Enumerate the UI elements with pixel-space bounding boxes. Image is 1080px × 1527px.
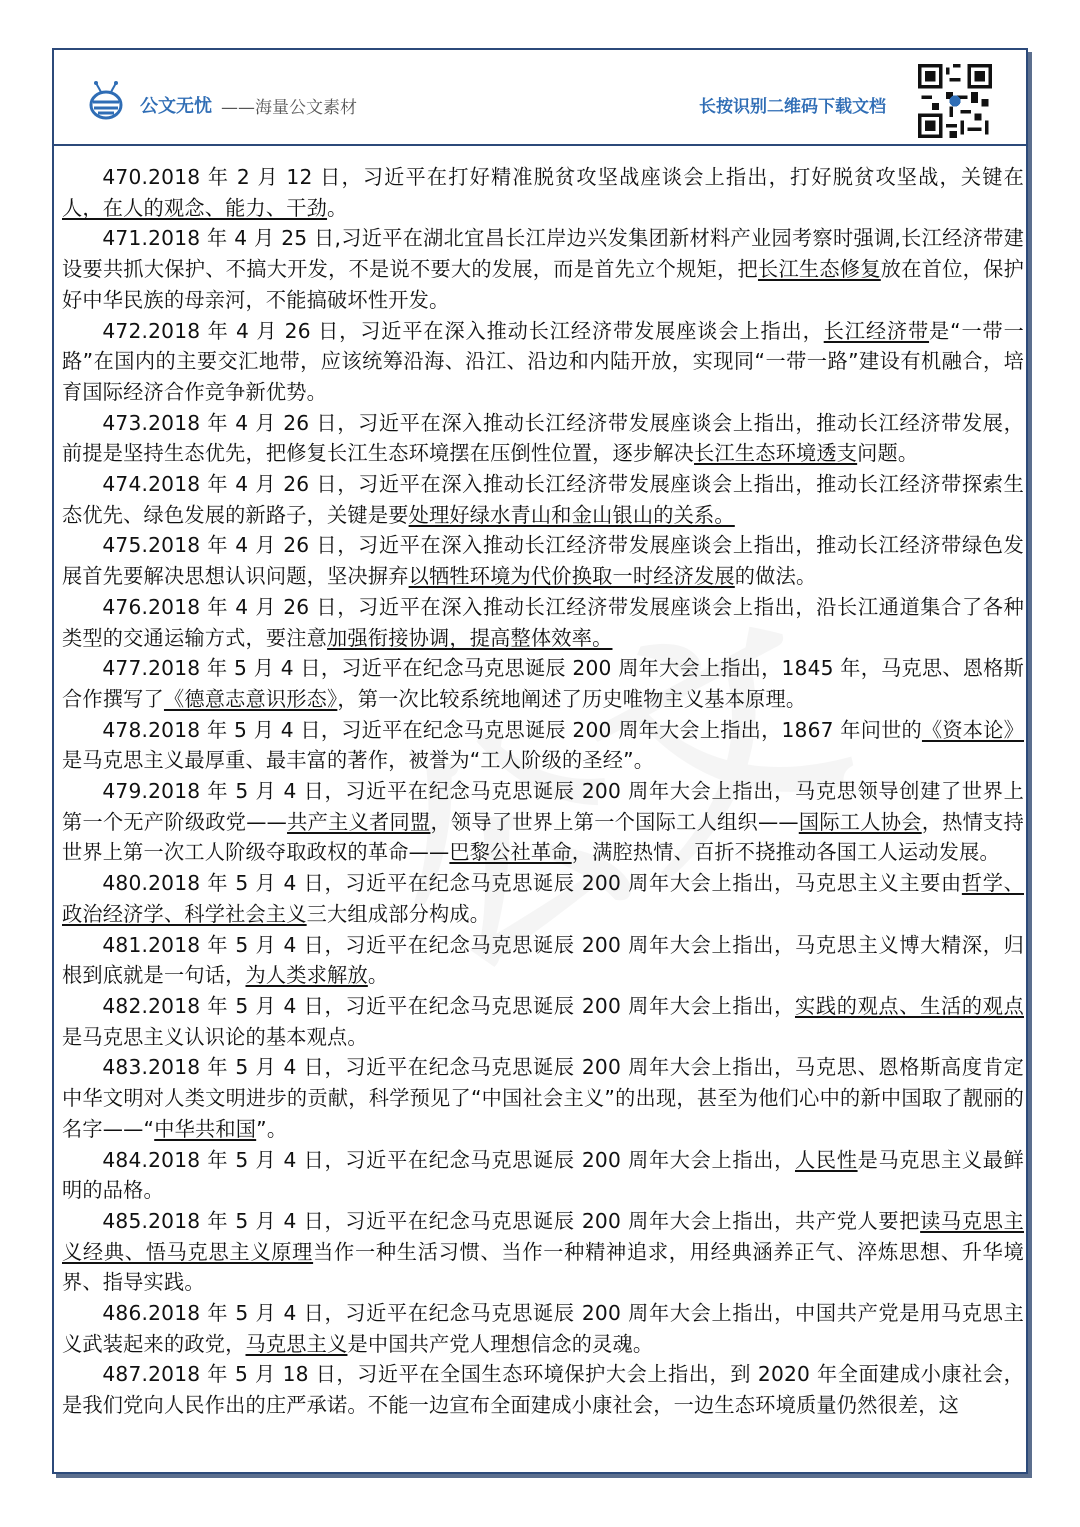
page-header [54, 50, 1026, 146]
list-item: 471.2018 年 4 月 25 日,习近平在湖北宜昌长江岸边兴发集团新材料产业园考察时强调,长江经济带建设要共抓大保护、不搞大开发，不是说不要大的发展，而是首先立个规矩，把长江生态修复放在首位，保护好中华民族的母亲河，不能搞破坏性开发。 [62, 226, 1025, 312]
list-item: 476.2018 年 4 月 26 日，习近平在深入推动长江经济带发展座谈会上指出，沿长江通道集合了各种类型的交通运输方式，要注意加强衔接协调，提高整体效率。 [62, 594, 1024, 650]
list-item: 477.2018 年 5 月 4 日，习近平在纪念马克思诞辰 200 周年大会上指出，1845 年，马克思、恩格斯合作撰写了《德意志意识形态》，第一次比较系统地阐述了历史唯物主义基本原理。 [62, 656, 1024, 711]
list-item: 473.2018 年 4 月 26 日，习近平在深入推动长江经济带发展座谈会上指出，推动长江经济带发展，前提是坚持生态优先，把修复长江生态环境摆在压倒性位置，逐步解决长江生态环境透支问题。 [62, 410, 1024, 466]
brand-name: 公文无忧 [140, 96, 212, 117]
list-item: 483.2018 年 5 月 4 日，习近平在纪念马克思诞辰 200 周年大会上指出，马克思、恩格斯高度肯定中华文明对人类文明进步的贡献，科学预见了“中国社会主义”的出现，甚至为他们心中的新中国取了靓丽的名字——“中华共和国”。 [62, 1055, 1024, 1141]
list-item: 470.2018 年 2 月 12 日，习近平在打好精准脱贫攻坚战座谈会上指出，打好脱贫攻坚战，关键在人，在人的观念、能力、干劲。 [62, 165, 1024, 220]
brand-tagline: ——海量公文素材 [221, 98, 357, 118]
list-item: 472.2018 年 4 月 26 日，习近平在深入推动长江经济带发展座谈会上指出，长江经济带是“一带一路”在国内的主要交汇地带，应该统筹沿海、沿江、沿边和内陆开放，实现同“一带一路”建设有机融合，培育国际经济合作竞争新优势。 [62, 318, 1024, 404]
list-item: 484.2018 年 5 月 4 日，习近平在纪念马克思诞辰 200 周年大会上指出，人民性是马克思主义最鲜明的品格。 [62, 1147, 1024, 1203]
list-item: 482.2018 年 5 月 4 日，习近平在纪念马克思诞辰 200 周年大会上指出，实践的观点、生活的观点是马克思主义认识论的基本观点。 [62, 993, 1024, 1049]
list-item: 487.2018 年 5 月 18 日，习近平在全国生态环境保护大会上指出，到 2020 年全面建成小康社会，是我们党向人民作出的庄严承诺。不能一边宣布全面建成小康社会，一边生态环境质量仍然很差，这 [62, 1362, 1024, 1418]
list-item: 485.2018 年 5 月 4 日，习近平在纪念马克思诞辰 200 周年大会上指出，共产党人要把读马克思主义经典、悟马克思主义原理当作一种生活习惯、当作一种精神追求，用经典涵养正气、淬炼思想、升华境界、指导实践。 [62, 1208, 1024, 1295]
qr-code-icon[interactable] [918, 64, 992, 138]
qr-hint-text: 长按识别二维码下载文档 [699, 97, 886, 117]
list-item: 474.2018 年 4 月 26 日，习近平在深入推动长江经济带发展座谈会上指出，推动长江经济带探索生态优先、绿色发展的新路子，关键是要处理好绿水青山和金山银山的关系。 [62, 472, 1024, 527]
list-item: 475.2018 年 4 月 26 日，习近平在深入推动长江经济带发展座谈会上指出，推动长江经济带绿色发展首先要解决思想认识问题，坚决摒弃以牺牲环境为代价换取一时经济发展的做法。 [62, 533, 1024, 589]
document-page [52, 48, 1028, 1474]
bee-logo-icon [84, 80, 128, 124]
list-item: 478.2018 年 5 月 4 日，习近平在纪念马克思诞辰 200 周年大会上指出，1867 年问世的《资本论》是马克思主义最厚重、最丰富的著作，被誉为“工人阶级的圣经”。 [62, 717, 1024, 773]
list-item: 481.2018 年 5 月 4 日，习近平在纪念马克思诞辰 200 周年大会上指出，马克思主义博大精深，归根到底就是一句话，为人类求解放。 [62, 932, 1024, 988]
list-item: 486.2018 年 5 月 4 日，习近平在纪念马克思诞辰 200 周年大会上指出，中国共产党是用马克思主义武装起来的政党，马克思主义是中国共产党人理想信念的灵魂。 [62, 1301, 1024, 1356]
list-item: 479.2018 年 5 月 4 日，习近平在纪念马克思诞辰 200 周年大会上指出，马克思领导创建了世界上第一个无产阶级政党——共产主义者同盟，领导了世界上第一个国际工人组织——国际工人协会，热情支持世界上第一次工人阶级夺取政权的革命——巴黎公社革命，满腔热情、百折不挠推动各国工人运动发展。 [62, 779, 1024, 865]
document-body [62, 162, 1024, 1421]
list-item: 480.2018 年 5 月 4 日，习近平在纪念马克思诞辰 200 周年大会上指出，马克思主义主要由哲学、政治经济学、科学社会主义三大组成部分构成。 [62, 871, 1024, 926]
